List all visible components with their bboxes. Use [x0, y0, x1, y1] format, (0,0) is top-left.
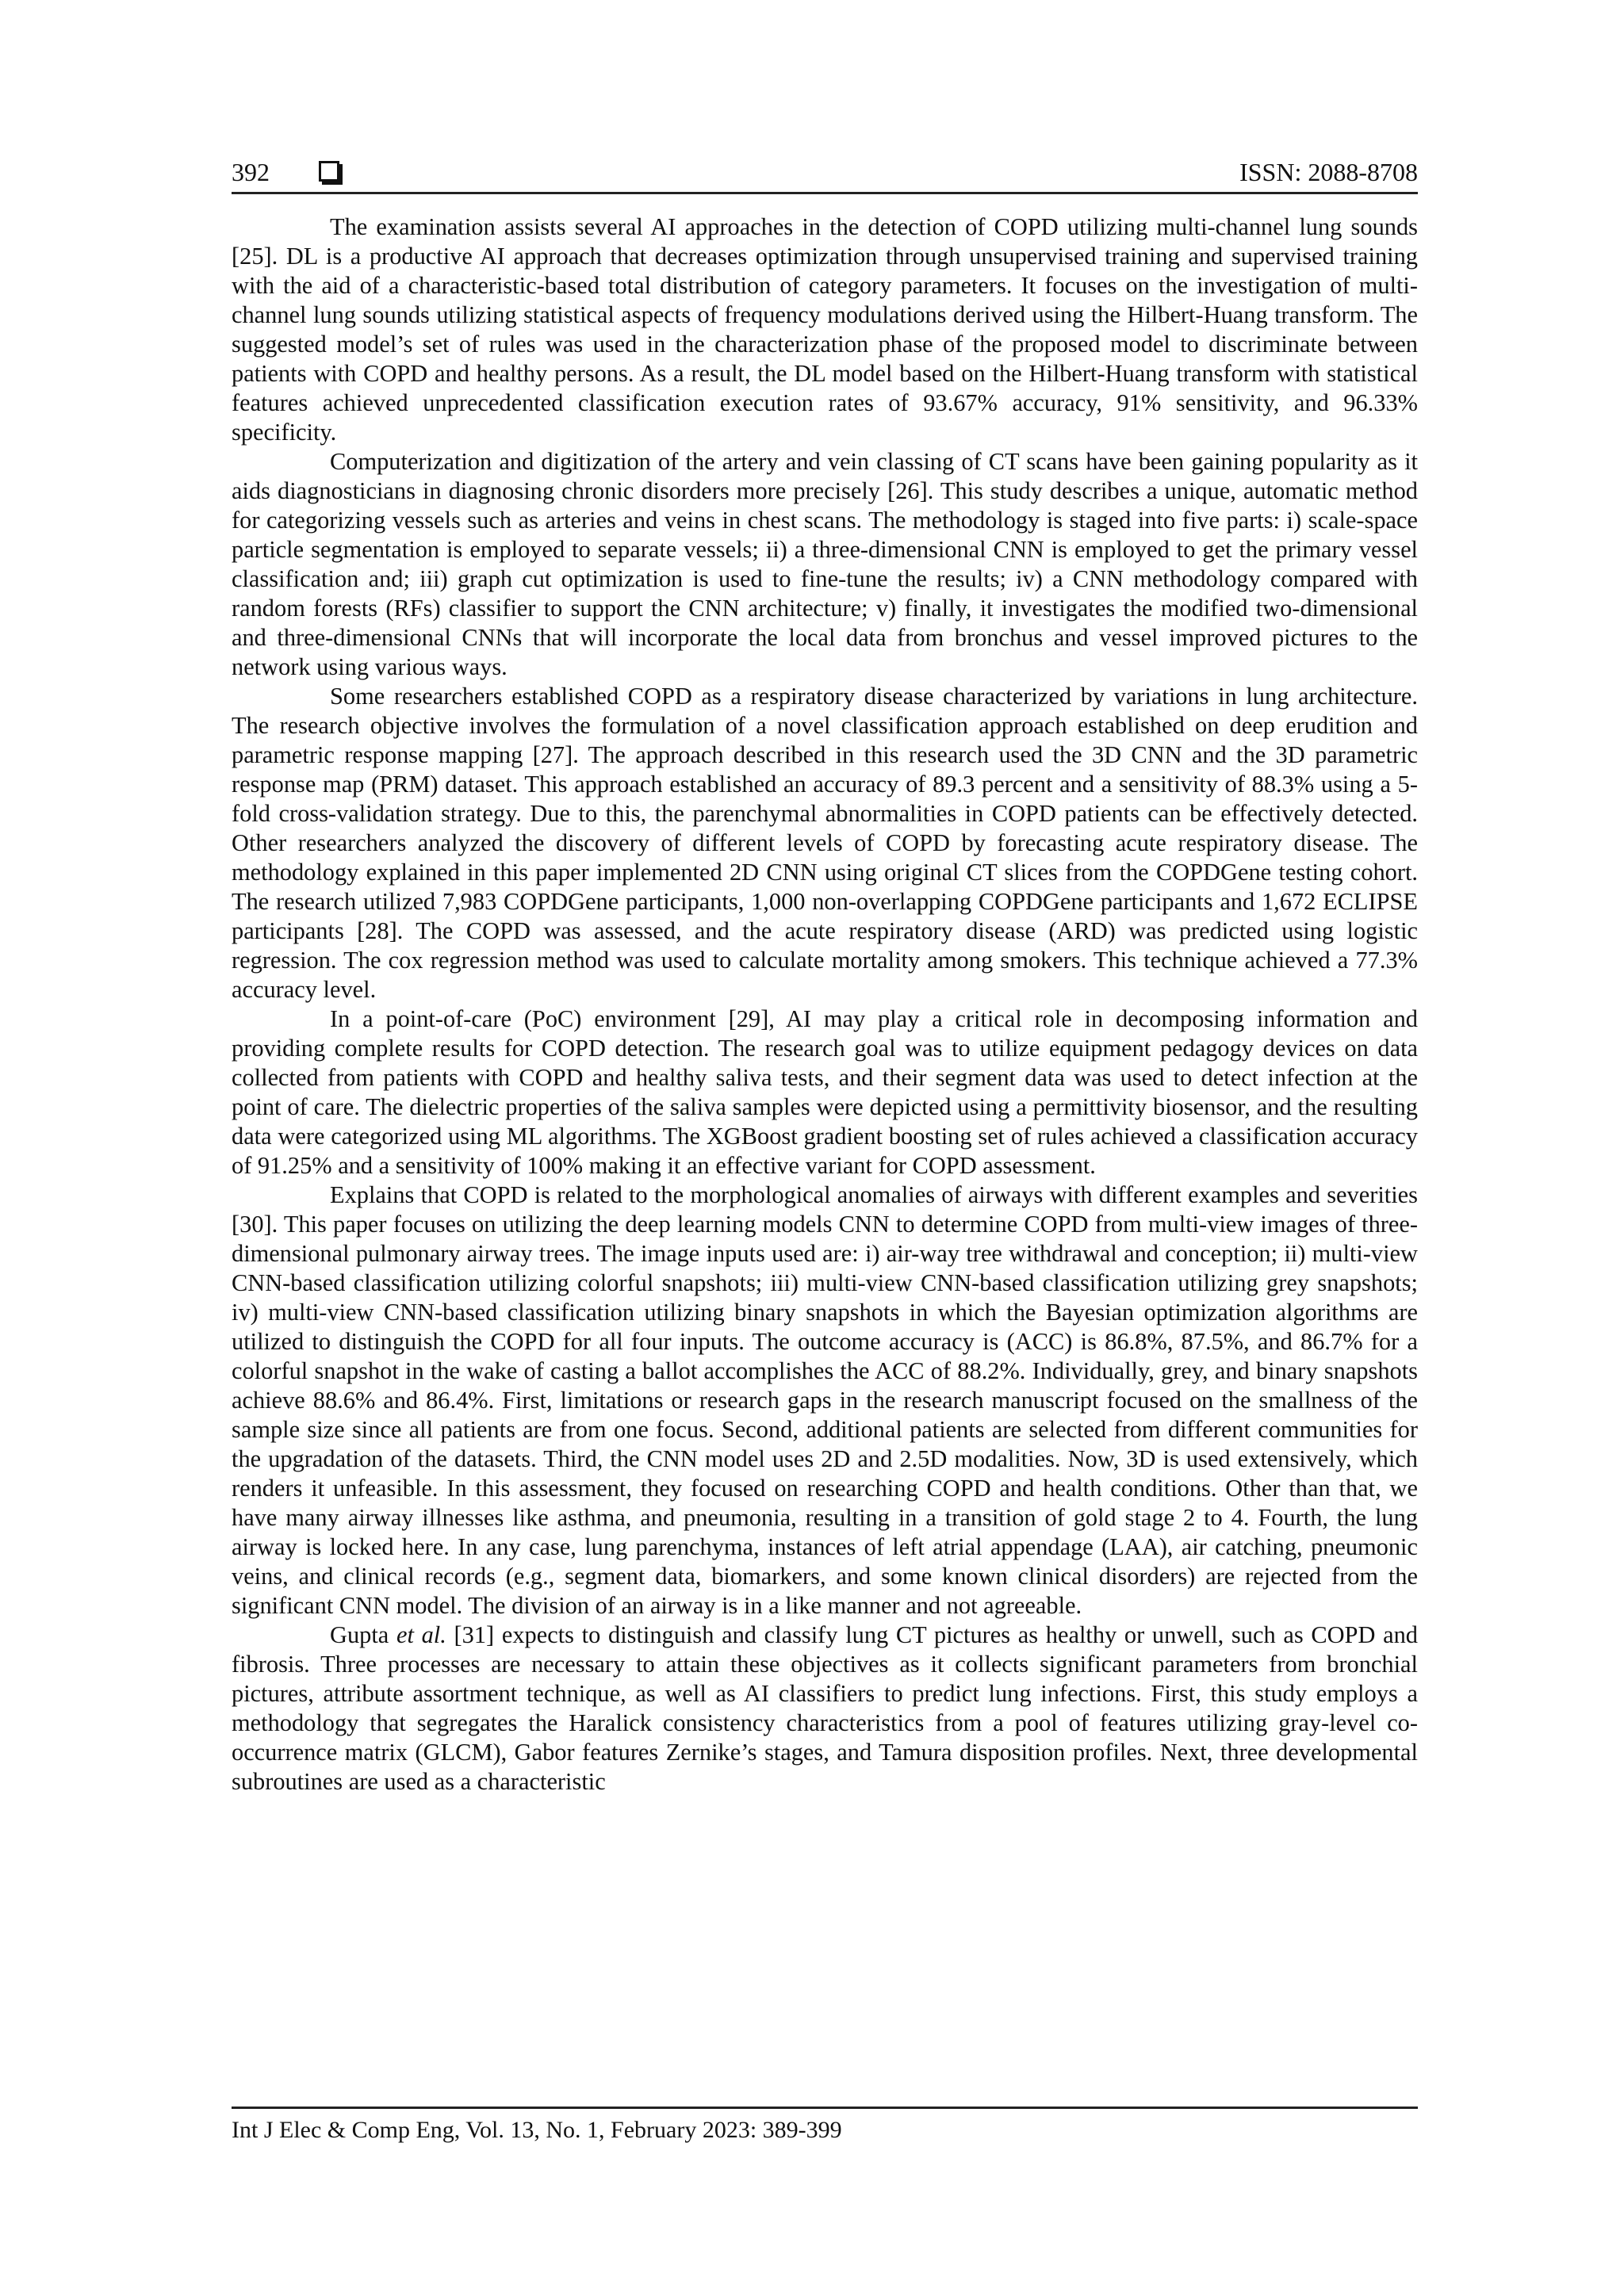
article-body	[232, 212, 1418, 1797]
paragraph: Some researchers established COPD as a respiratory disease characterized by variations in lung architecture. The research objective involves the formulation of a novel classification approach established on deep erudition and parametric response mapping [27]. The approach described in this research used the 3D CNN and the 3D parametric response map (PRM) dataset. This approach established an accuracy of 89.3 percent and a sensitivity of 88.3% using a 5-fold cross-validation strategy. Due to this, the parenchymal abnormalities in COPD patients can be effectively detected. Other researchers analyzed the discovery of different levels of COPD by forecasting acute respiratory disease. The methodology explained in this paper implemented 2D CNN using original CT slices from the COPDGene testing cohort. The research utilized 7,983 COPDGene participants, 1,000 non-overlapping COPDGene participants and 1,672 ECLIPSE participants [28]. The COPD was assessed, and the acute respiratory disease (ARD) was predicted using logistic regression. The cox regression method was used to calculate mortality among smokers. This technique achieved a 77.3% accuracy level.	[232, 683, 1418, 1003]
page-footer	[232, 2107, 1418, 2145]
paragraph	[232, 1621, 1418, 1797]
paragraph: In a point-of-care (PoC) environment [29], AI may play a critical role in decomposing information and providing complete results for COPD detection. The research goal was to utilize equipment pedagogy devices on data collected from patients with COPD and healthy saliva tests, and their segment data was used to detect infection at the point of care. The dielectric properties of the saliva samples were depicted using a permittivity biosensor, and the resulting data were categorized using ML algorithms. The XGBoost gradient boosting set of rules achieved a classification accuracy of 91.25% and a sensitivity of 100% making it an effective variant for COPD assessment.	[232, 1005, 1418, 1179]
square-bullet-icon	[319, 161, 339, 182]
paragraph: Computerization and digitization of the artery and vein classing of CT scans have been gaining popularity as it aids diagnosticians in diagnosing chronic disorders more precisely [26]. This study describes a unique, automatic method for categorizing vessels such as arteries and veins in chest scans. The methodology is staged into five parts: i) scale-space particle segmentation is employed to separate vessels; ii) a three-dimensional CNN is employed to get the primary vessel classification and; iii) graph cut optimization is used to fine-tune the results; iv) a CNN methodology compared with random forests (RFs) classifier to support the CNN architecture; v) finally, it investigates the modified two-dimensional and three-dimensional CNNs that will incorporate the local data from bronchus and vessel improved pictures to the network using various ways.	[232, 448, 1418, 680]
paragraph: Explains that COPD is related to the morphological anomalies of airways with different examples and severities [30]. This paper focuses on utilizing the deep learning models CNN to determine COPD from multi-view images of three-dimensional pulmonary airway trees. The image inputs used are: i) air-way tree withdrawal and conception; ii) multi-view CNN-based classification utilizing colorful snapshots; iii) multi-view CNN-based classification utilizing grey snapshots; iv) multi-view CNN-based classification utilizing binary snapshots in which the Bayesian optimization algorithms are utilized to distinguish the COPD for all four inputs. The outcome accuracy is (ACC) is 86.8%, 87.5%, and 86.7% for a colorful snapshot in the wake of casting a ballot accomplishes the ACC of 88.2%. Individually, grey, and binary snapshots achieve 88.6% and 86.4%. First, limitations or research gaps in the research manuscript focused on the smallness of the sample size since all patients are from one focus. Second, additional patients are selected from different communities for the upgradation of the datasets. Third, the CNN model uses 2D and 2.5D modalities. Now, 3D is used extensively, which renders it unfeasible. In this assessment, they focused on researching COPD and health conditions. Other than that, we have many airway illnesses like asthma, and pneumonia, resulting in a transition of gold stage 2 to 4. Fourth, the lung airway is locked here. In any case, lung parenchyma, instances of left atrial appendage (LAA), air catching, pneumonic veins, and clinical records (e.g., segment data, biomarkers, and some known clinical disorders) are rejected from the significant CNN model. The division of an airway is in a like manner and not agreeable.	[232, 1181, 1418, 1619]
journal-citation: Int J Elec & Comp Eng, Vol. 13, No. 1, February 2023: 389-399	[232, 2117, 842, 2143]
page-number: 392	[232, 158, 270, 186]
paragraph: The examination assists several AI approaches in the detection of COPD utilizing multi-channel lung sounds [25]. DL is a productive AI approach that decreases optimization through unsupervised training and supervised training with the aid of a characteristic-based total distribution of category parameters. It focuses on the investigation of multi-channel lung sounds utilizing statistical aspects of frequency modulations derived using the Hilbert-Huang transform. The suggested model’s set of rules was used in the characterization phase of the proposed model to discriminate between patients with COPD and healthy persons. As a result, the DL model based on the Hilbert-Huang transform with statistical features achieved unprecedented classification execution rates of 93.67% accuracy, 91% sensitivity, and 96.33% specificity.	[232, 213, 1418, 446]
issn-label: ISSN: 2088-8708	[1239, 158, 1418, 186]
page-header	[232, 155, 1418, 194]
paragraph-text: [31] expects to distinguish and classify lung CT pictures as healthy or unwell, such as COPD and fibrosis. Three processes are necessary to attain these objectives as it collects significant parameters from bronchial pictures, attribute assortment technique, as well as AI classifiers to predict lung infections. First, this study employs a methodology that segregates the Haralick consistency characteristics from a pool of features utilizing gray-level co-occurrence matrix (GLCM), Gabor features Zernike’s stages, and Tamura disposition profiles. Next, three developmental subroutines are used as a characteristic	[232, 1621, 1418, 1795]
et-al: et al.	[396, 1621, 446, 1648]
author-name: Gupta	[330, 1621, 389, 1648]
